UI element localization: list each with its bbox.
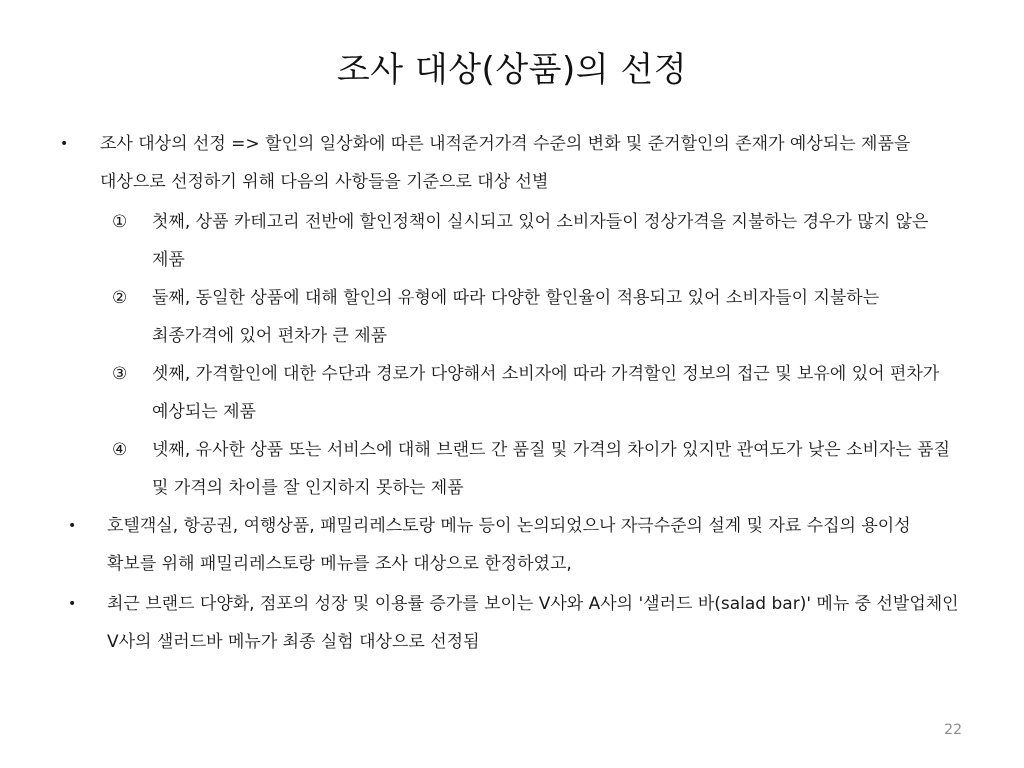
list-item-text: 셋째, 가격할인에 대한 수단과 경로가 다양해서 소비자에 따라 가격할인 정보의 접근 및 보유에 있어 편차가 예상되는 제품 xyxy=(152,364,940,422)
list-item-number: ② xyxy=(112,288,128,308)
bullet-item xyxy=(0,125,1024,201)
list-item xyxy=(0,279,1024,355)
list-item-number: ① xyxy=(112,212,128,232)
bullet-marker: • xyxy=(68,518,77,534)
page-number: 22 xyxy=(944,722,962,738)
list-item-number: ③ xyxy=(112,364,128,384)
list-item-text: 첫째, 상품 카테고리 전반에 할인정책이 실시되고 있어 소비자들이 정상가격을 지불하는 경우가 많지 않은 제품 xyxy=(152,212,929,270)
bullet-marker: • xyxy=(60,136,69,152)
list-item-number: ④ xyxy=(112,440,128,460)
list-item xyxy=(0,203,1024,279)
list-item-text: 둘째, 동일한 상품에 대해 할인의 유형에 따라 다양한 할인율이 적용되고 있어 소비자들이 지불하는 최종가격에 있어 편차가 큰 제품 xyxy=(152,288,880,346)
bullet-text: 호텔객실, 항공권, 여행상품, 패밀리레스토랑 메뉴 등이 논의되었으나 자극수준의 설계 및 자료 수집의 용이성 확보를 위해 패밀리레스토랑 메뉴를 조사 대상으로 한정하였고, xyxy=(107,516,911,574)
slide-content xyxy=(0,125,1024,663)
bullet-text: 조사 대상의 선정 => 할인의 일상화에 따른 내적준거가격 수준의 변화 및 준거할인의 존재가 예상되는 제품을 대상으로 선정하기 위해 다음의 사항들을 기준으로 대상 선별 xyxy=(100,134,911,192)
bullet-item xyxy=(0,507,1024,583)
slide-title: 조사 대상(상품)의 선정 xyxy=(336,50,688,90)
numbered-criteria-list xyxy=(0,203,1024,507)
list-item xyxy=(0,431,1024,507)
bullet-text: 최근 브랜드 다양화, 점포의 성장 및 이용률 증가를 보이는 V사와 A사의 '샐러드 바(salad bar)' 메뉴 중 선발업체인 V사의 샐러드바 메뉴가 최종 실험 대상으로 선정됨 xyxy=(107,594,959,652)
list-item xyxy=(0,355,1024,431)
bullet-item xyxy=(0,585,1024,661)
list-item-text: 넷째, 유사한 상품 또는 서비스에 대해 브랜드 간 품질 및 가격의 차이가 있지만 관여도가 낮은 소비자는 품질 및 가격의 차이를 잘 인지하지 못하는 제품 xyxy=(152,440,951,498)
bullet-marker: • xyxy=(68,596,77,612)
